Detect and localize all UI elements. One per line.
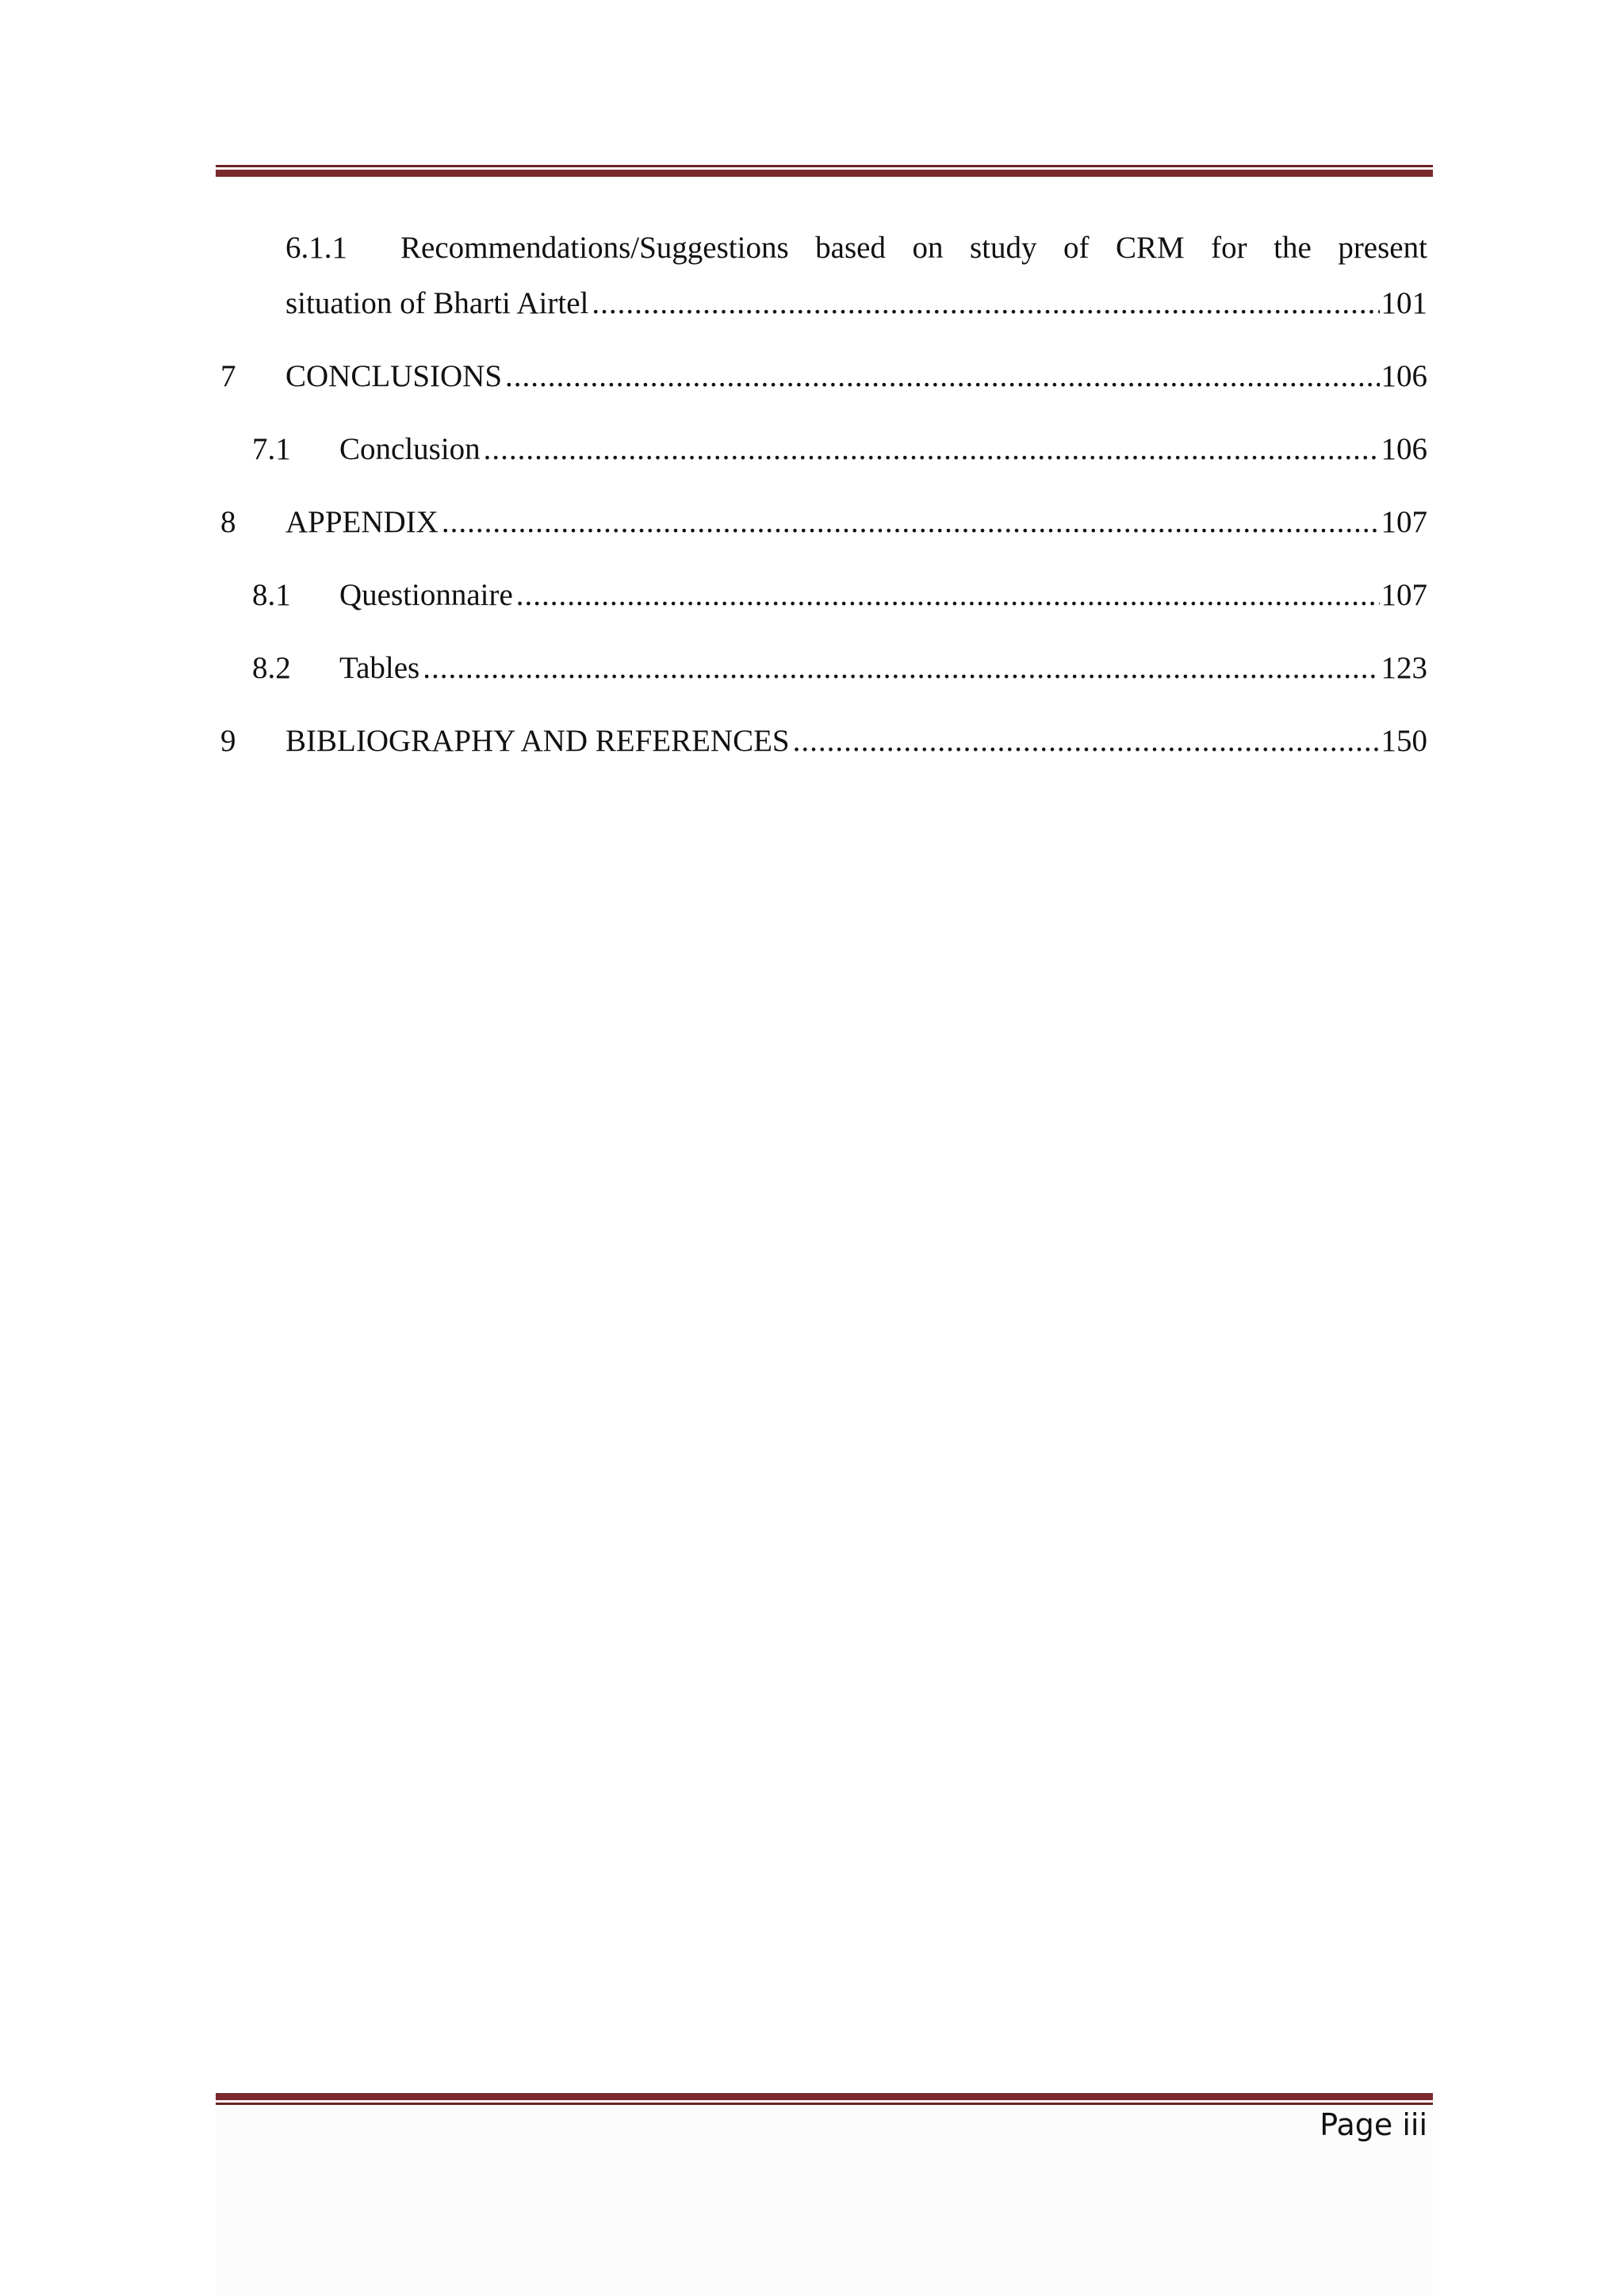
toc-entry-title: Questionnaire	[339, 578, 513, 612]
toc-title-word: based	[815, 231, 886, 265]
page-number: Page iii	[1320, 2107, 1427, 2142]
toc-entry-number: 8.2	[252, 651, 291, 685]
toc-entry-title: Conclusion	[339, 432, 481, 466]
toc-entry-line	[285, 504, 1427, 541]
toc-title-word: CRM	[1115, 231, 1185, 265]
toc-entry-number: 6.1.1	[285, 231, 347, 265]
toc-title-word: on	[912, 231, 944, 265]
toc-entry-title: APPENDIX	[285, 505, 439, 539]
toc-entry-line	[339, 431, 1427, 468]
dot-leader	[505, 358, 1379, 395]
toc-entry-line	[339, 650, 1427, 687]
toc-entry-title: Tables	[339, 651, 420, 685]
toc-entry-number: 7	[220, 359, 236, 393]
dot-leader	[592, 285, 1379, 322]
toc-entry-number: 8.1	[252, 578, 291, 612]
toc-title-word: the	[1274, 231, 1312, 265]
header-rule	[216, 165, 1433, 177]
toc-entry-7[interactable]	[216, 358, 1427, 395]
dot-leader	[793, 723, 1380, 760]
toc-title-word: present	[1338, 231, 1427, 265]
dot-leader	[484, 431, 1380, 468]
toc-entry-9[interactable]	[216, 723, 1427, 760]
toc-entry-7-1[interactable]	[216, 431, 1427, 468]
toc-entry-title: CONCLUSIONS	[285, 359, 503, 393]
dot-leader	[442, 504, 1380, 541]
toc-entry-page: 123	[1381, 651, 1427, 685]
toc-entry-title: situation of Bharti Airtel	[285, 286, 589, 320]
toc-entry-title: BIBLIOGRAPHY AND REFERENCES	[285, 724, 790, 758]
toc-entry-line	[285, 358, 1427, 395]
toc-title-word: of	[1063, 231, 1090, 265]
toc-entry-number: 8	[220, 505, 236, 539]
toc-entry-title-line	[400, 230, 1427, 266]
toc-entry-page: 107	[1381, 505, 1427, 539]
toc-entry-6-1-1[interactable]	[216, 230, 1427, 266]
toc-entry-8-1[interactable]	[216, 577, 1427, 614]
toc-title-word: Recommendations/Suggestions	[400, 231, 789, 265]
toc-entry-page: 101	[1381, 286, 1427, 320]
dot-leader	[516, 577, 1380, 614]
toc-entry-page: 106	[1381, 432, 1427, 466]
dot-leader	[423, 650, 1379, 687]
footer-rule	[216, 2093, 1433, 2105]
toc-entry-line	[339, 577, 1427, 614]
toc-entry-page: 107	[1381, 578, 1427, 612]
toc-entry-8-2[interactable]	[216, 650, 1427, 687]
toc-entry-page: 150	[1381, 724, 1427, 758]
toc-entry-page: 106	[1381, 359, 1427, 393]
toc-entry-6-1-1-continued[interactable]	[216, 285, 1427, 322]
toc-entry-number: 9	[220, 724, 236, 758]
toc-entry-number: 7.1	[252, 432, 291, 466]
toc-entry-line	[285, 723, 1427, 760]
toc-entry-8[interactable]	[216, 504, 1427, 541]
toc-entry-line	[285, 285, 1427, 322]
toc-title-word: for	[1211, 231, 1247, 265]
toc-title-word: study	[969, 231, 1037, 265]
footer-background	[216, 2106, 1433, 2296]
